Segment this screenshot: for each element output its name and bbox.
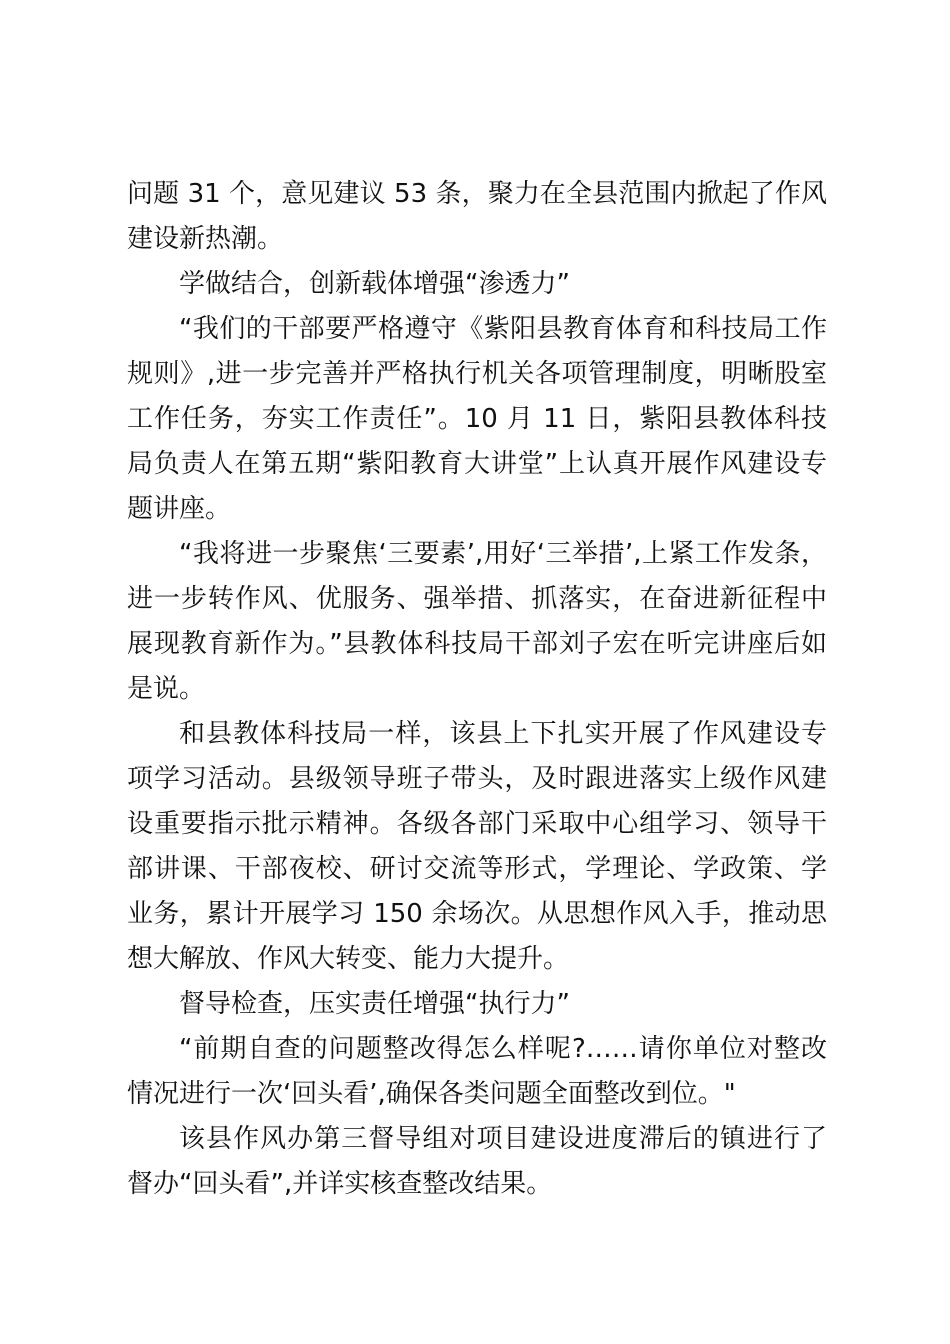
paragraph-continuation: 问题 31 个，意见建议 53 条，聚力在全县范围内掀起了作风建设新热潮。 xyxy=(127,179,827,254)
paragraph-work-rules-quote: “我们的干部要严格遵守《紫阳县教育体育和科技局工作规则》,进一步完善并严格执行机关各项管理制度，明晰股室工作任务，夯实工作责任”。10 月 11 日，紫阳县教体科技局负责人在第五期“紫阳教育大讲堂”上认真开展作风建设专题讲座。 xyxy=(127,314,827,524)
paragraph-study-activities: 和县教体科技局一样，该县上下扎实开展了作风建设专项学习活动。县级领导班子带头，及时跟进落实上级作风建设重要指示批示精神。各级各部门采取中心组学习、领导干部讲课、干部夜校、研讨交流等形式，学理论、学政策、学业务，累计开展学习 150 余场次。从思想作风入手，推动思想大解放、作风大转变、能力大提升。 xyxy=(127,719,827,974)
paragraph-supervision-group: 该县作风办第三督导组对项目建设进度滞后的镇进行了督办“回头看”,并详实核查整改结果。 xyxy=(127,1124,827,1199)
paragraph-cadre-quote: “我将进一步聚焦‘三要素’,用好‘三举措’,上紧工作发条，进一步转作风、优服务、强举措、抓落实，在奋进新征程中展现教育新作为。”县教体科技局干部刘子宏在听完讲座后如是说。 xyxy=(127,539,827,704)
section-heading-supervision: 督导检查，压实责任增强“执行力” xyxy=(179,989,570,1019)
section-heading-learning: 学做结合，创新载体增强“渗透力” xyxy=(179,269,570,299)
paragraph-rectification-quote: “前期自查的问题整改得怎么样呢?……请你单位对整改情况进行一次‘回头看’,确保各类问题全面整改到位。" xyxy=(127,1034,827,1109)
article-body xyxy=(127,172,827,1207)
